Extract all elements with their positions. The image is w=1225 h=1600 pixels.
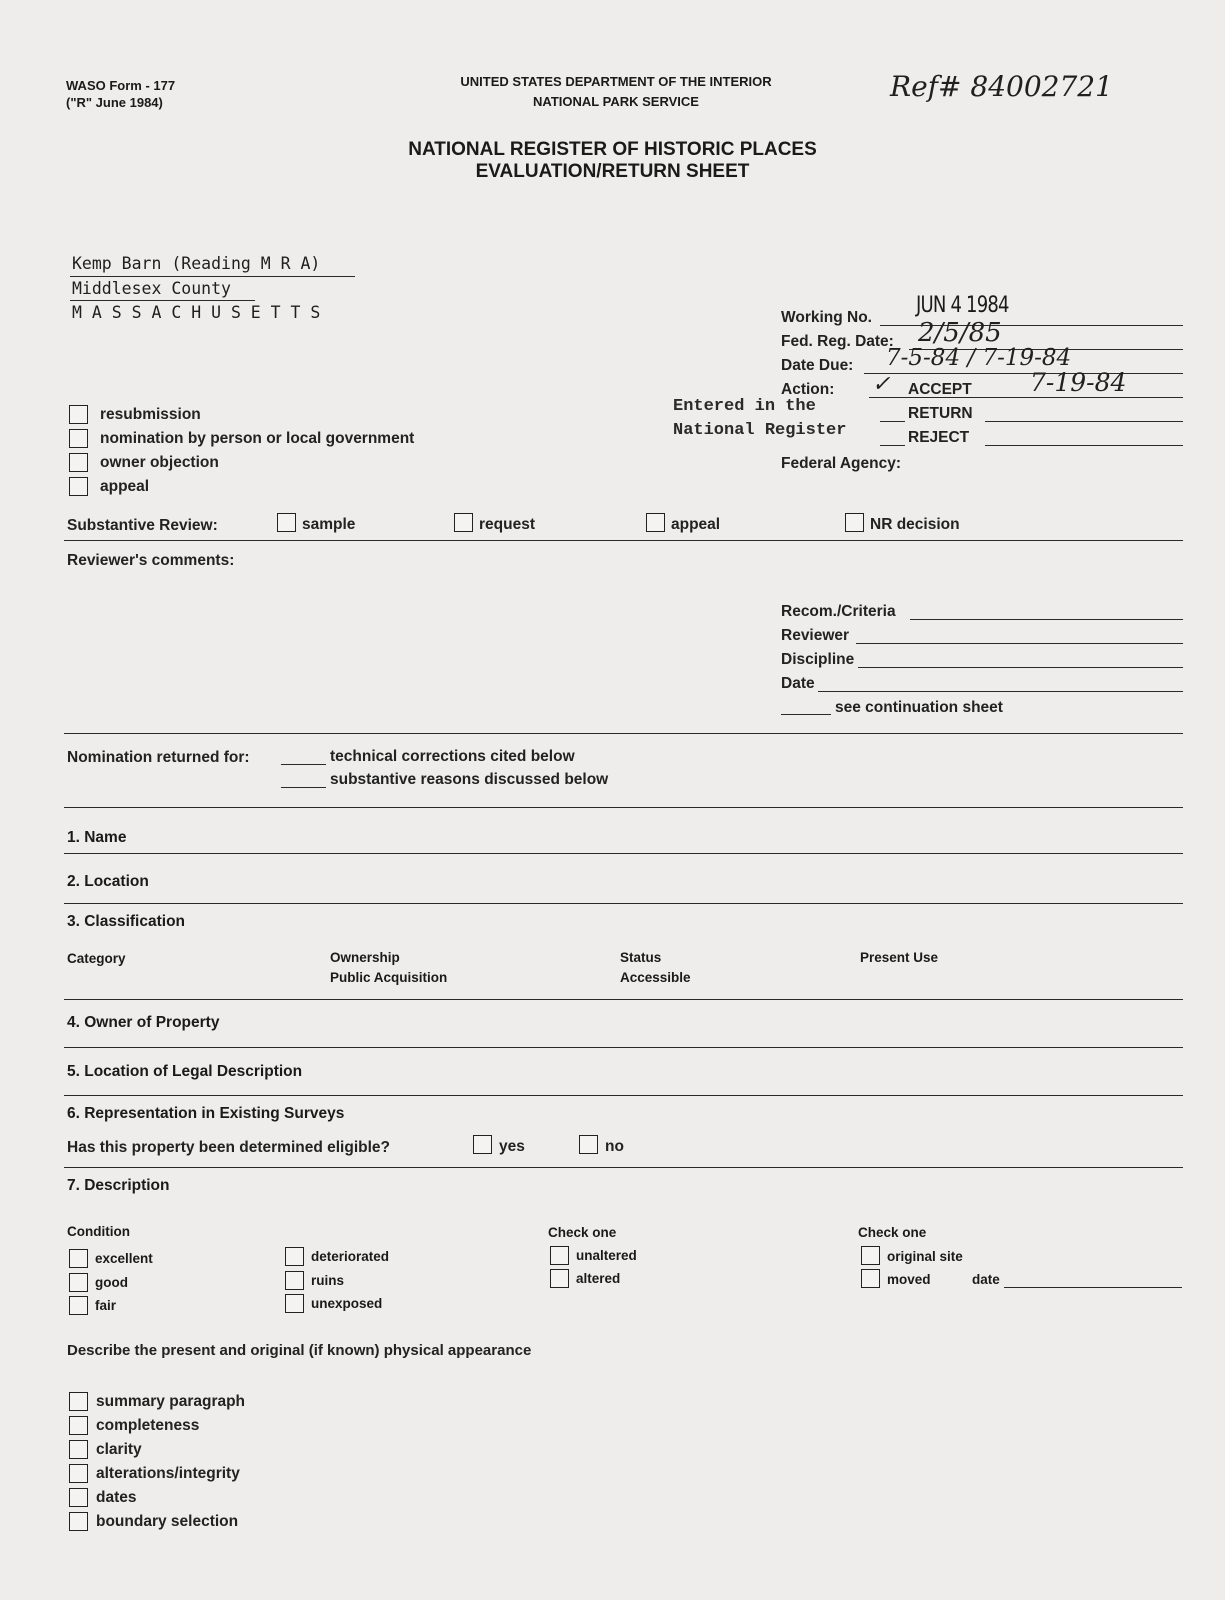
alterations-integrity-label: alterations/integrity [96, 1465, 240, 1482]
department-name: UNITED STATES DEPARTMENT OF THE INTERIOR [460, 74, 772, 89]
reject-label: REJECT [908, 429, 970, 446]
accept-check-mark: ✓ [872, 372, 891, 397]
technical-blank[interactable] [281, 764, 326, 765]
agency-name: NATIONAL PARK SERVICE [533, 94, 699, 109]
section-classification-heading: 3. Classification [67, 913, 186, 930]
eligible-no-label: no [605, 1138, 624, 1155]
completeness-label: completeness [96, 1417, 200, 1434]
alterations-integrity-checkbox[interactable] [69, 1464, 88, 1483]
property-name-underline [70, 276, 355, 277]
accept-label: ACCEPT [908, 381, 972, 398]
review-appeal-label: appeal [671, 516, 721, 533]
reviewer-date-line [818, 691, 1183, 692]
ruins-checkbox[interactable] [285, 1271, 304, 1290]
return-line [985, 421, 1183, 422]
altered-label: altered [576, 1271, 621, 1286]
entered-stamp-line1: Entered in the [673, 397, 816, 416]
section-owner-heading: 4. Owner of Property [67, 1014, 220, 1031]
divider-section1 [64, 853, 1183, 854]
return-blank [880, 421, 905, 422]
review-appeal-checkbox[interactable] [646, 513, 665, 532]
reviewer-label: Reviewer [781, 627, 850, 644]
form-title: NATIONAL REGISTER OF HISTORIC PLACES [408, 139, 817, 160]
moved-checkbox[interactable] [861, 1269, 880, 1288]
status-label: Status [620, 950, 662, 965]
divider-section5 [64, 1095, 1183, 1096]
owner-objection-label: owner objection [100, 454, 219, 471]
moved-label: moved [887, 1272, 931, 1287]
dates-checkbox[interactable] [69, 1488, 88, 1507]
appeal-label: appeal [100, 478, 150, 495]
unexposed-label: unexposed [311, 1296, 383, 1311]
section-legal-description-heading: 5. Location of Legal Description [67, 1063, 303, 1080]
divider-comments [64, 733, 1183, 734]
sample-label: sample [302, 516, 356, 533]
date-due-line [864, 373, 1183, 374]
nomination-by-person-checkbox[interactable] [69, 429, 88, 448]
unexposed-checkbox[interactable] [285, 1294, 304, 1313]
ownership-label: Ownership [330, 950, 400, 965]
nr-decision-checkbox[interactable] [845, 513, 864, 532]
owner-objection-checkbox[interactable] [69, 453, 88, 472]
discipline-label: Discipline [781, 651, 855, 668]
substantive-blank[interactable] [281, 787, 326, 788]
divider-returned [64, 807, 1183, 808]
site-check-one-label: Check one [858, 1225, 927, 1240]
category-label: Category [67, 951, 126, 966]
fair-checkbox[interactable] [69, 1296, 88, 1315]
sample-checkbox[interactable] [277, 513, 296, 532]
boundary-selection-checkbox[interactable] [69, 1512, 88, 1531]
clarity-checkbox[interactable] [69, 1440, 88, 1459]
original-site-checkbox[interactable] [861, 1246, 880, 1265]
appeal-checkbox[interactable] [69, 477, 88, 496]
completeness-checkbox[interactable] [69, 1416, 88, 1435]
discipline-line [858, 667, 1183, 668]
section-location-heading: 2. Location [67, 873, 149, 890]
federal-agency-label: Federal Agency: [781, 455, 902, 472]
eligible-yes-checkbox[interactable] [473, 1135, 492, 1154]
good-label: good [95, 1275, 128, 1290]
fair-label: fair [95, 1298, 117, 1313]
recom-criteria-line [910, 619, 1183, 620]
condition-label: Condition [67, 1224, 130, 1239]
fed-reg-value: 2/5/85 [918, 318, 1002, 348]
moved-date-label: date [972, 1272, 1000, 1287]
property-state: M A S S A C H U S E T T S [72, 303, 321, 322]
property-name: Kemp Barn (Reading M R A) [72, 254, 321, 273]
divider-section3 [64, 999, 1183, 1000]
original-site-label: original site [887, 1249, 963, 1264]
section-surveys-heading: 6. Representation in Existing Surveys [67, 1105, 345, 1122]
fed-reg-label: Fed. Reg. Date: [781, 333, 894, 350]
working-no-label: Working No. [781, 309, 872, 326]
section-description-heading: 7. Description [67, 1177, 170, 1194]
reject-line [985, 445, 1183, 446]
moved-date-line[interactable] [1004, 1287, 1182, 1288]
accessible-label: Accessible [620, 970, 691, 985]
entered-stamp-line2: National Register [673, 421, 847, 440]
form-id: WASO Form - 177 [66, 78, 176, 93]
present-use-label: Present Use [860, 950, 939, 965]
deteriorated-checkbox[interactable] [285, 1247, 304, 1266]
unaltered-checkbox[interactable] [550, 1246, 569, 1265]
form-subtitle: EVALUATION/RETURN SHEET [475, 161, 750, 182]
nomination-returned-label: Nomination returned for: [67, 749, 250, 766]
technical-corrections-label: technical corrections cited below [330, 748, 575, 765]
reference-number-handwritten: Ref# 84002721 [890, 70, 1113, 103]
section-name-heading: 1. Name [67, 829, 127, 846]
eligible-yes-label: yes [499, 1138, 525, 1155]
dates-label: dates [96, 1489, 137, 1506]
action-label: Action: [781, 381, 835, 398]
nr-decision-label: NR decision [870, 516, 960, 533]
working-no-value: JUN 4 1984 [916, 293, 1009, 318]
recom-criteria-label: Recom./Criteria [781, 603, 896, 620]
clarity-label: clarity [96, 1441, 142, 1458]
property-county: Middlesex County [72, 279, 231, 298]
eligible-question: Has this property been determined eligible? [67, 1139, 390, 1156]
physical-appearance-label: Describe the present and original (if known) physical appearance [67, 1342, 532, 1359]
return-label: RETURN [908, 405, 973, 422]
date-due-label: Date Due: [781, 357, 854, 374]
resubmission-label: resubmission [100, 406, 201, 423]
deteriorated-label: deteriorated [311, 1249, 390, 1264]
summary-paragraph-checkbox[interactable] [69, 1392, 88, 1411]
alteration-check-one-label: Check one [548, 1225, 617, 1240]
see-continuation-label: see continuation sheet [835, 699, 1003, 716]
divider-section4 [64, 1047, 1183, 1048]
form-date: ("R" June 1984) [66, 95, 163, 110]
good-checkbox[interactable] [69, 1273, 88, 1292]
unaltered-label: unaltered [576, 1248, 637, 1263]
excellent-checkbox[interactable] [69, 1249, 88, 1268]
date-due-value: 7-5-84 / 7-19-84 [886, 345, 1072, 371]
continuation-blank [781, 714, 831, 715]
eligible-no-checkbox[interactable] [579, 1135, 598, 1154]
substantive-reasons-label: substantive reasons discussed below [330, 771, 609, 788]
reviewer-line [856, 643, 1183, 644]
excellent-label: excellent [95, 1251, 153, 1266]
property-county-underline [70, 300, 255, 301]
substantive-review-label: Substantive Review: [67, 517, 218, 534]
ruins-label: ruins [311, 1273, 345, 1288]
reviewers-comments-label: Reviewer's comments: [67, 552, 235, 569]
resubmission-checkbox[interactable] [69, 405, 88, 424]
request-label: request [479, 516, 535, 533]
request-checkbox[interactable] [454, 513, 473, 532]
accept-date-value: 7-19-84 [1030, 368, 1127, 397]
divider-review [64, 540, 1183, 541]
summary-paragraph-label: summary paragraph [96, 1393, 246, 1410]
divider-section6 [64, 1167, 1183, 1168]
reject-blank [880, 445, 905, 446]
divider-section2 [64, 903, 1183, 904]
public-acquisition-label: Public Acquisition [330, 970, 448, 985]
reviewer-date-label: Date [781, 675, 815, 692]
altered-checkbox[interactable] [550, 1269, 569, 1288]
nomination-by-person-label: nomination by person or local government [100, 430, 415, 447]
boundary-selection-label: boundary selection [96, 1513, 239, 1530]
